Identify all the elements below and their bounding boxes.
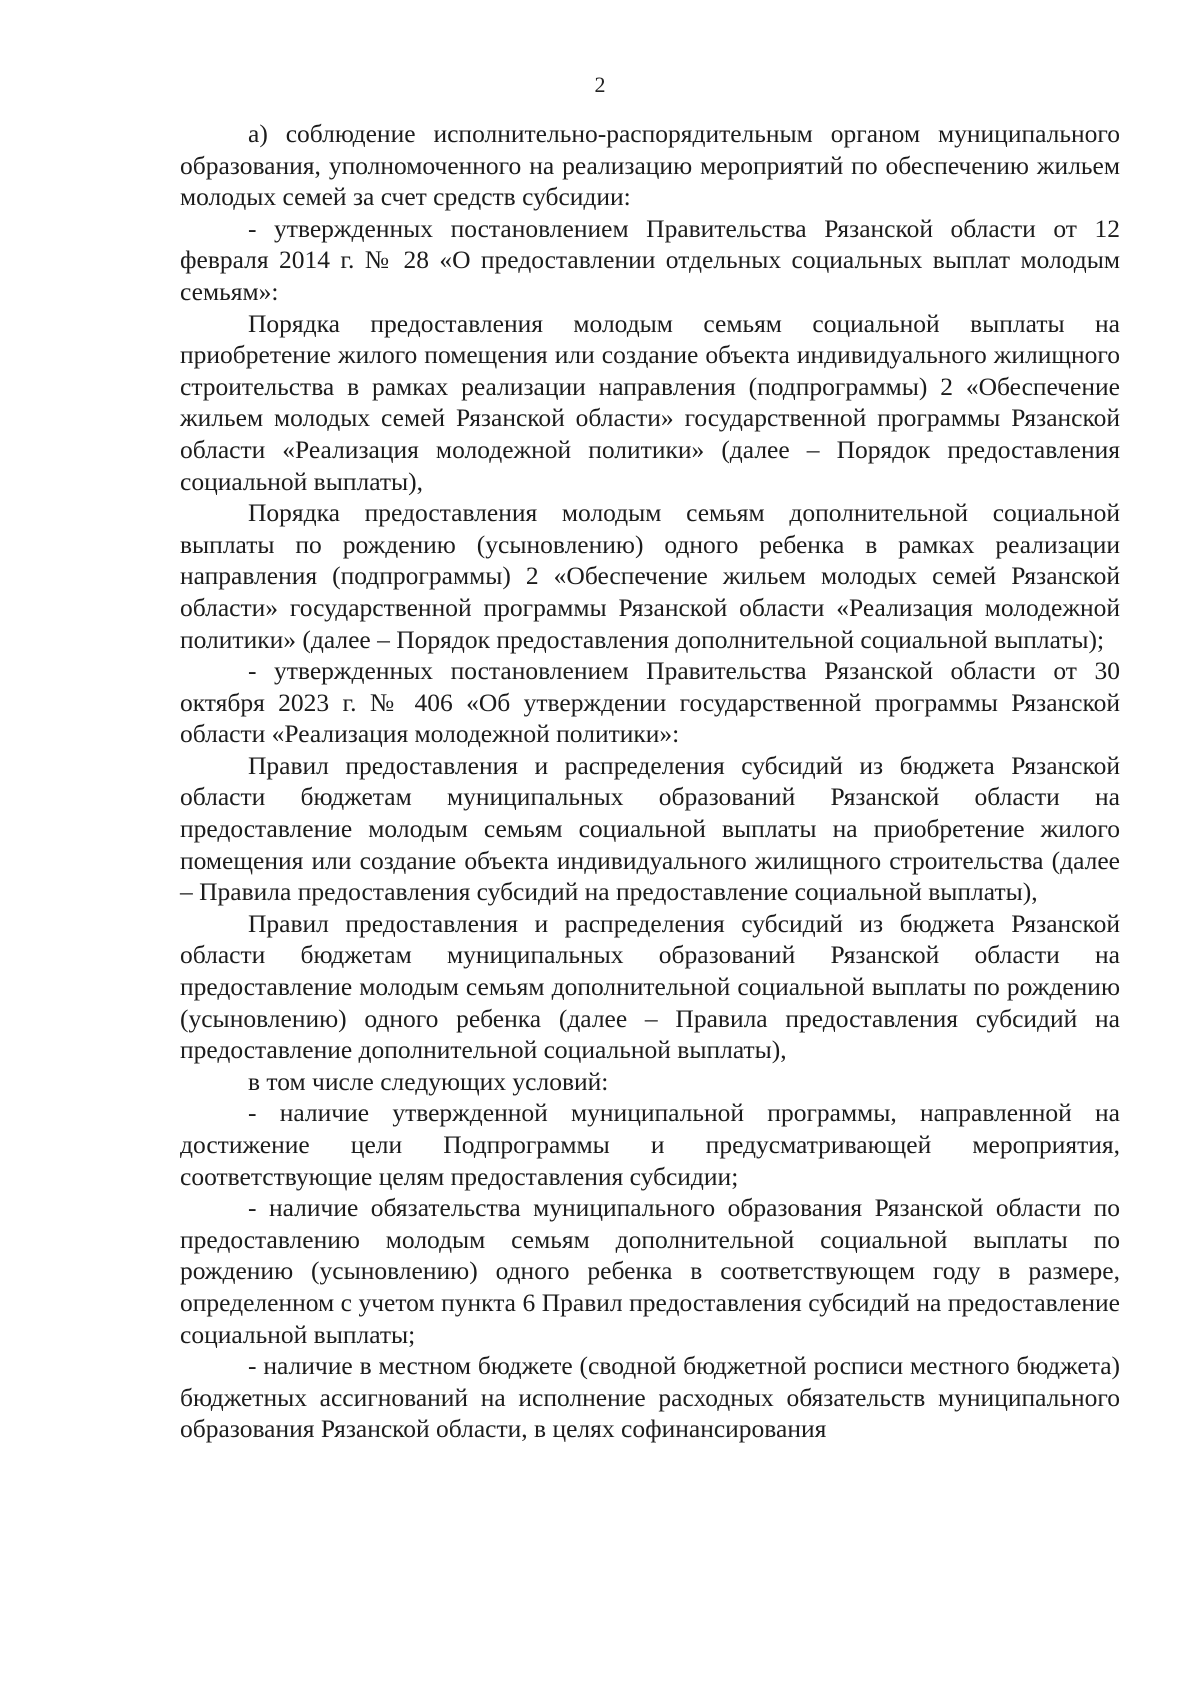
paragraph: Правил предоставления и распределения субсидий из бюджета Рязанской области бюджетам муниципальных образований Рязанской области на предоставление молодым семьям социальной выплаты на приобретение жилого помещения или создание объекта индивидуального жилищного строительства (далее – Правила предоставления субсидий на предоставление социальной выплаты),: [180, 750, 1120, 907]
paragraph: - наличие утвержденной муниципальной программы, направленной на достижение цели Подпрограммы и предусматривающей мероприятия, соответствующие целям предоставления субсидии;: [180, 1098, 1120, 1191]
paragraph: - утвержденных постановлением Правительства Рязанской области от 30 октября 2023 г. № 406 «Об утверждении государственной программы Рязанской области «Реализация молодежной политики»:: [180, 656, 1120, 749]
paragraph: - утвержденных постановлением Правительства Рязанской области от 12 февраля 2014 г. № 28 «О предоставлении отдельных социальных выплат молодым семьям»:: [180, 213, 1120, 306]
paragraph: Порядка предоставления молодым семьям социальной выплаты на приобретение жилого помещения или создание объекта индивидуального жилищного строительства в рамках реализации направления (подпрограммы) 2 «Обеспечение жильем молодых семей Рязанской области» государственной программы Рязанской области «Реализация молодежной политики» (далее – Порядок предоставления социальной выплаты),: [180, 308, 1120, 496]
paragraph: а) соблюдение исполнительно-распорядительным органом муниципального образования, уполномоченного на реализацию мероприятий по обеспечению жильем молодых семей за счет средств субсидии:: [180, 119, 1120, 212]
paragraph: в том числе следующих условий:: [248, 1066, 609, 1096]
document-body: [180, 118, 1120, 1445]
paragraph: Правил предоставления и распределения субсидий из бюджета Рязанской области бюджетам муниципальных образований Рязанской области на предоставление молодым семьям дополнительной социальной выплаты по рождению (усыновлению) одного ребенка (далее – Правила предоставления субсидий на предоставление дополнительной социальной выплаты),: [180, 908, 1120, 1065]
paragraph: - наличие в местном бюджете (сводной бюджетной росписи местного бюджета) бюджетных ассигнований на исполнение расходных обязательств муниципального образования Рязанской области, в целях софинансирования: [180, 1351, 1120, 1444]
paragraph: Порядка предоставления молодым семьям дополнительной социальной выплаты по рождению (усыновлению) одного ребенка в рамках реализации направления (подпрограммы) 2 «Обеспечение жильем молодых семей Рязанской области» государственной программы Рязанской области «Реализация молодежной политики» (далее – Порядок предоставления дополнительной социальной выплаты);: [180, 498, 1120, 654]
page-number: 2: [594, 72, 606, 97]
paragraph: - наличие обязательства муниципального образования Рязанской области по предоставлению молодым семьям дополнительной социальной выплаты по рождению (усыновлению) одного ребенка в соответствующем году в размере, определенном с учетом пункта 6 Правил предоставления субсидий на предоставление социальной выплаты;: [180, 1193, 1120, 1349]
